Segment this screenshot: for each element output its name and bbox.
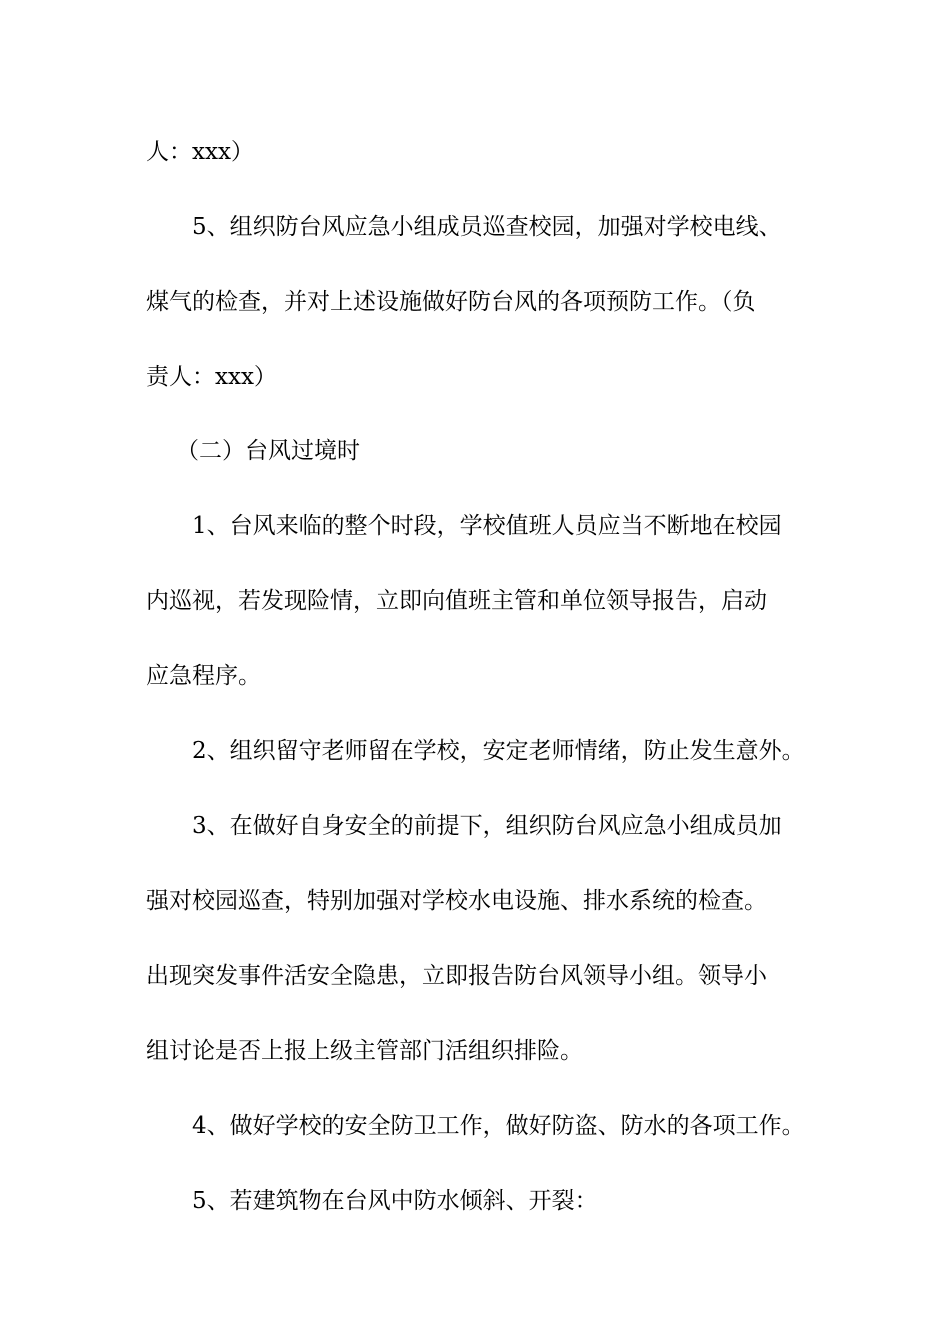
text-line: 强对校园巡查，特别加强对学校水电设施、排水系统的检查。: [146, 888, 767, 914]
text-line: 2、组织留守老师留在学校，安定老师情绪，防止发生意外。: [192, 738, 805, 764]
text-line: 内巡视，若发现险情，立即向值班主管和单位领导报告，启动: [146, 588, 767, 614]
text-line: 责人：xxx）: [146, 364, 277, 390]
text-line: 组讨论是否上报上级主管部门活组织排险。: [146, 1038, 583, 1064]
text-line: 1、台风来临的整个时段，学校值班人员应当不断地在校园: [192, 513, 782, 539]
text-line: 5、组织防台风应急小组成员巡查校园，加强对学校电线、: [192, 214, 782, 240]
text-line: 煤气的检查，并对上述设施做好防台风的各项预防工作。（负: [146, 289, 756, 315]
text-line: 3、在做好自身安全的前提下，组织防台风应急小组成员加: [192, 813, 782, 839]
text-line: 应急程序。: [146, 663, 261, 689]
section-heading: （二）台风过境时: [176, 438, 360, 464]
text-line: 人：xxx）: [146, 139, 254, 165]
text-line: 5、若建筑物在台风中防水倾斜、开裂：: [192, 1188, 598, 1214]
text-line: 4、做好学校的安全防卫工作，做好防盗、防水的各项工作。: [192, 1113, 805, 1139]
text-line: 出现突发事件活安全隐患，立即报告防台风领导小组。领导小: [146, 963, 767, 989]
